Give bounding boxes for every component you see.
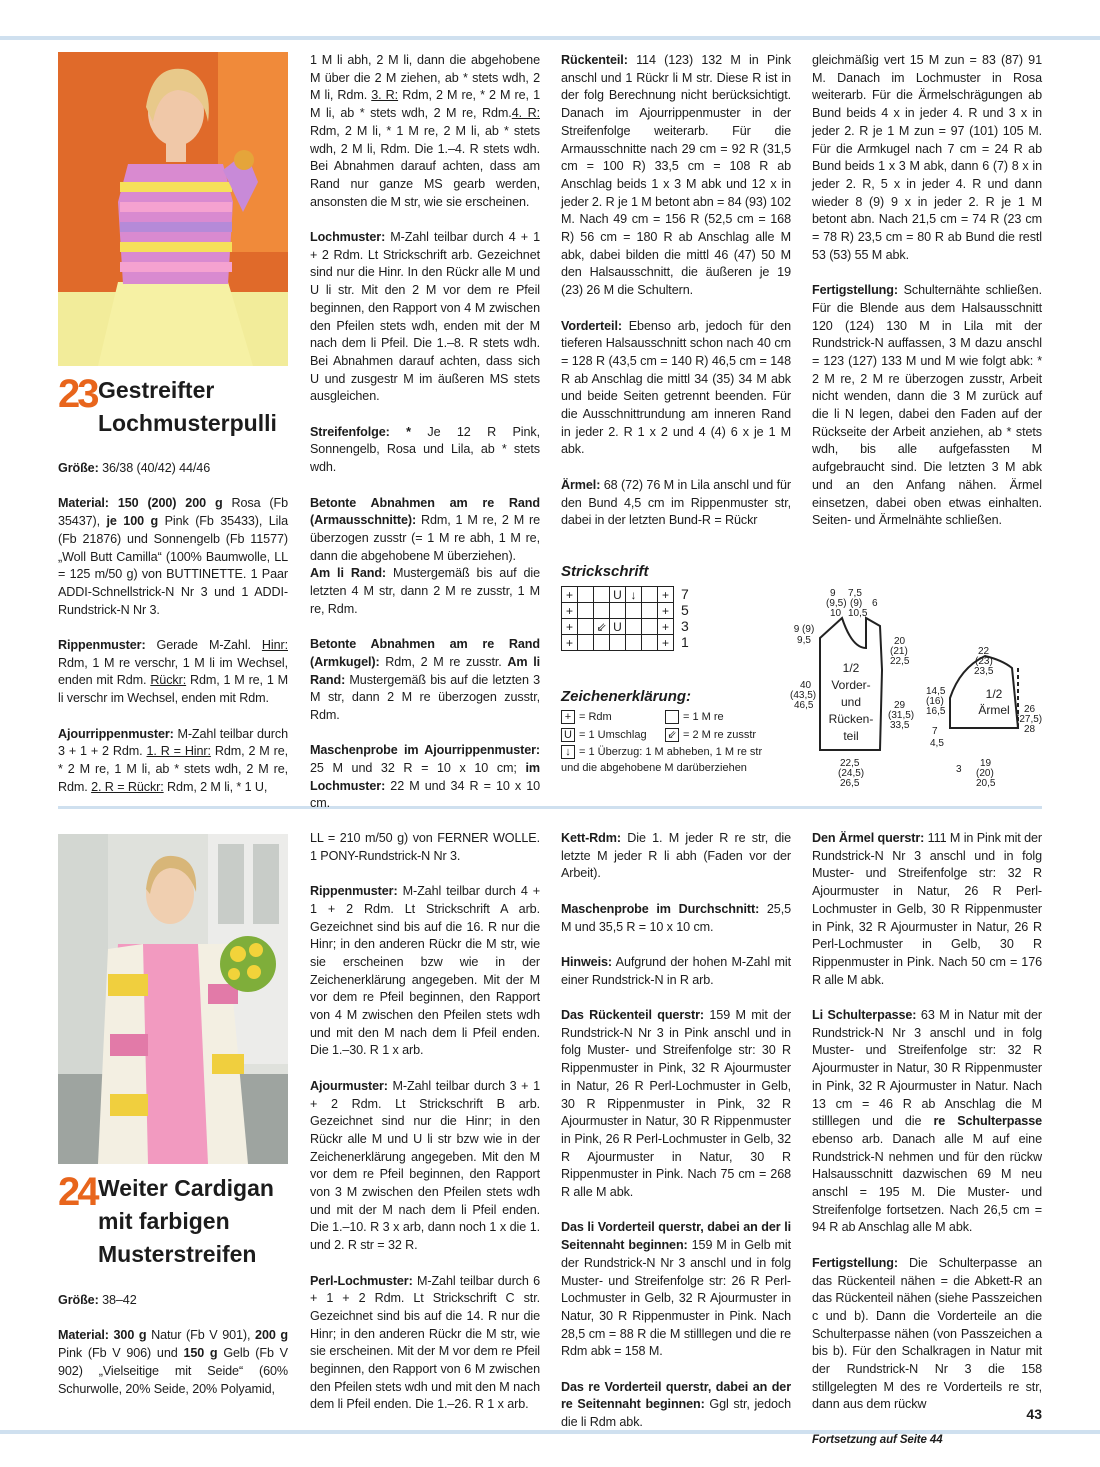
pattern-title-line-2: Lochmusterpulli [98,410,277,436]
pattern-title-line-2: mit farbigen [98,1208,230,1234]
chart-title: Strickschrift [561,563,649,580]
cardigan-photo [58,834,288,1164]
article23-column-4: gleichmäßig vert 15 M zun = 83 (87) 91 M. Danach im Lochmuster in Rosa weiterarb. Für die Ärmelschrägungen ab Bund beids 4 x in jeder 4. R und 3 x in jeder 2. R je 1 M zun = 97 (101) 105 M. Für die Armkugel nach 7 cm = 24 R ab Bund beids 1 x 3 M abk, dann 6 (7) 8 x in jeder 2. R, 5 x in jeder 4. R und dann wieder 8 (9) 9 x in jeder 2. R je 1 M betont abn. Nach 21,5 cm = 74 R (23 cm = 78 R) 23,5 cm = 80 R ab Bund die restl 53 (53) 55 M abk. Fertigstellung: Schulternähte schließen. Für die Blende aus dem Halsausschnitt 120 (124) 130 M in Lila mit der Rundstrick-N auffassen, 3 M dazu anschl = 123 (127) 133 M und M wie folgt abk: * 2 M re, 2 M re überzogen zusstr, Arbeit nicht wenden, dann die 3 M zurück auf die li N legen, dabei den Faden auf der Rückseite der Arbeit anziehen, ab * stets wdh, bis alle aufgefassten M aufgebraucht sind. Die letzten 3 M abk und an den Anfang nähen. Ärmel einsetzen, dabei oben etwas einhalten. Seiten- und Ärmelnähte schließen. [812,53,1042,528]
row-number: 5 [681,602,689,618]
top-rule [0,36,1100,40]
article24-column-4: Den Ärmel querstr: 111 M in Pink mit der Rundstrick-N Nr 3 anschl und in folg Muster- und Streifenfolge str: 32 R Ajourmuster in Natur, 26 R Perl-Lochmuster in Gelb, 30 R Rippenmuster in Pink, 32 R Ajourmuster in Natur, 26 R Perl-Lochmuster in Gelb, 30 R Rippenmuster in Pink. Nach 50 cm = 176 R alle M abk. Li Schulterpasse: 63 M in Natur mit der Rundstrick-N Nr 3 anschl und in folg Muster- und Streifenfolge str: 32 R Ajourmuster in Natur, 30 R Rippenmuster in Pink, 32 R Ajourmuster in Natur. Nach 13 cm = 46 R ab Anschlag die M stilllegen und die re Schulterpasse ebenso arb. Danach alle M auf eine Rundstrick-N nehmen und für den rückw Halsausschnitt dazwischen 69 M neu anschl = 195 M. Die Muster- und Streifenfolge fortsetzen. Nach 26,5 cm = 94 R ab Anschlag alle M abk. Fertigstellung: Die Schulterpasse an das Rückenteil nähen = die Abkett-R an das Rückenteil nähen (siehe Passzeichen c und b). Dann die Vorderteile an die Schulterpasse nähen (von Passzeichen a bis b). Für den Schalkragen in Natur mit der Rundstrick-N Nr 3 die 158 stillgelegten M des re Vorderteils re str, dann aus dem rückw Fortsetzung auf Seite 44 [812,830,1042,1467]
chart-legend: + = Rdm = 1 M re U = 1 Umschlag ⇙ = 2 M re zusstr ↓ = 1 Überzug: 1 M abheben, 1 M re str und die abgehobene M darüberziehen [561,711,763,774]
article24-column-3: Kett-Rdm: Die 1. M jeder R re str, die letzte M jeder R li abh (Faden vor der Arbeit). Maschenprobe im Durchschnitt: 25,5 M und 35,5 R = 10 x 10 cm. Hinweis: Aufgrund der hohen M-Zahl mit einer Rundstrick-N in R arb. Das Rückenteil querstr: 159 M mit der Rundstrick-N Nr 3 in Pink anschl und in folg Muster- und Streifenfolge str: 30 R Rippenmuster in Pink, 32 R Ajourmuster in Natur, 26 R Perl-Lochmuster in Gelb, 30 R Rippenmuster in Pink, 32 R Ajourmuster in Natur, 30 R Rippenmuster in Pink, 26 R Perl-Lochmuster in Gelb, 32 R Ajourmuster in Natur, 30 R Rippenmuster in Pink. Nach 75 cm = 268 R alle M abk. Das li Vorderteil querstr, dabei an der li Seitennaht beginnen: 159 M in Gelb mit der Rundstrick-N Nr 3 anschl und in folg Muster- und Streifenfolge str: 26 R Perl-Lochmuster in Gelb, 32 R Ajourmuster in Natur, 30 R Rippenmuster in Pink. Nach 28,5 cm = 88 R die M stilllegen und die re Rdm abk = 158 M. Das re Vorderteil querstr, dabei an der re Seitennaht beginnen: Ggl str, jedoch die li Rdm abk. [561,831,791,1430]
article24-column-2: LL = 210 m/50 g) von FERNER WOLLE. 1 PONY-Rundstrick-N Nr 3. Rippenmuster: M-Zahl teilbar durch 4 + 1 + 2 Rdm. Lt Strickschrift A arb. Gezeichnet sind bis auf die 16. R nur die Hinr; in den anderen Rückr die M str, wie sie erscheinen bzw wie in der Zeichenerklärung angegeben. Mit der M vor dem re Pfeil beginnen, den Rapport von 4 M zwischen den Pfeilen stets wdh und mit den M nach dem li Pfeil enden. Die 1.–30. R 1 x arb. Ajourmuster: M-Zahl teilbar durch 3 + 1 + 2 Rdm. Lt Strickschrift B arb. Gezeichnet sind nur die Hinr; in den Rückr alle M und U li str bzw wie in der Zeichenerklärung angegeben. Mit den M vor dem re Pfeil beginnen, den Rapport von 3 M zwischen den Pfeilen stets wdh und mit der M nach dem li Pfeil enden. Die 1.–10. R 3 x arb, dann noch 1 x die 1. und 2. R str = 32 R. Perl-Lochmuster: M-Zahl teilbar durch 6 + 1 + 2 Rdm. Lt Strickschrift C str. Gezeichnet sind bis auf die 14. R nur die Hinr; in den anderen Rückr die M str, wie sie erscheinen. Mit der M vor dem re Pfeil beginnen, den Rapport von 6 M zwischen den Pfeilen stets wdh und mit den M nach dem li Pfeil enden. Die 1.–26. R 1 x arb. [310,831,540,1412]
article23-column-2: 1 M li abh, 2 M li, dann die abgehobene M über die 2 M ziehen, ab * stets wdh, 2 M li, Rdm. 3. R: Rdm, 2 M re, * 2 M re, 1 M li, ab * stets wdh, 2 M re, Rdm.4. R: Rdm, 2 M li, * 1 M re, 2 M li, ab * stets wdh, 2 M li, Rdm. Die 1.–4. R stets wdh. Bei Abnahmen darauf achten, dass am Rand nur ganze MS gearb werden, ansonsten die M str, wie sie erscheinen. Lochmuster: M-Zahl teilbar durch 4 + 1 + 2 Rdm. Lt Strickschrift arb. Gezeichnet sind nur die Hinr. In den Rückr alle M und U li str. Mit den 2 M vor dem re Pfeil beginnen, den Rapport von 4 M zwischen den Pfeilen stets wdh, enden mit der M nach dem li Pfeil. Die 1.–8. R stets wdh. Bei Abnahmen darauf achten, dass sich U und zusgestr M im äußeren MS stets ausgleichen. Streifenfolge: * Je 12 R Pink, Sonnengelb, Rosa und Lila, ab * stets wdh. Betonte Abnahmen am re Rand (Armausschnitte): Rdm, 1 M re, 2 M re überzogen zusstr (= 1 M re abh, 1 M re, dann die abgehobene M überziehen). Am li Rand: Mustergemäß bis auf die letzten 4 M str, dann 2 M re zusstr, 1 M re, Rdm. Betonte Abnahmen am re Rand (Armkugel): Rdm, 2 M re zusstr. Am li Rand: Mustergemäß bis auf die letzten 3 M str, dann 2 M re überzogen zusstr, Rdm. Maschenprobe im Ajourrippenmuster: 25 M und 32 R = 10 x 10 cm; im Lochmuster: 22 M und 34 R = 10 x 10 cm. [310,53,541,811]
article24-column-1: Größe: 38–42 Material: 300 g Natur (Fb V 901), 200 g Pink (Fb V 906) und 150 g Gelb (Fb V 902) „Vielseitige mit Seide“ (60% Schurwolle, 20% Seide, 20% Polyamid, [58,1293,288,1396]
pattern-title-line-1: Gestreifter [98,377,215,403]
article23-column-3: Rückenteil: 114 (123) 132 M in Pink anschl und 1 Rückr li M str. Diese R ist in der folg Berechnung nicht berücksichtigt. Danach im Ajourrippenmuster in der Streifenfolge weiterarb. Für die Armausschnitte nach 29 cm = 92 R (31,5 cm = 100 R) 33,5 cm = 108 R ab Anschlag beids 1 x 3 M abk und 12 x in jeder 2. R je 1 M betont abn = 84 (93) 102 M. Nach 49 cm = 156 R (52,5 cm = 168 R) 56 cm = 180 R ab Anschlag alle M abk, dabei bilden die mittl 46 (47) 50 M den Halsausschnitt, die äußeren je 19 (23) 26 M die Schultern. Vorderteil: Ebenso arb, jedoch für den tieferen Halsausschnitt schon nach 40 cm = 128 R (43,5 cm = 140 R) 46,5 cm = 148 R ab Anschlag die mittl 34 (35) 34 M abk und beide Seiten getrennt beenden. Für die Ausschnittrundung am inneren Rand in jeder 2. R 1 x 2 und 4 (4) 6 x je 1 M abk. Ärmel: 68 (72) 76 M in Lila anschl und für den Bund 4,5 cm im Rippenmuster str, dabei in der letzten Bund-R = Rückr [561,53,791,528]
knitting-chart: + U ↓ + + + + ⇙ U + + + 7 5 3 1 [561,586,674,651]
schematic-body-label: 1/2 Vorder- und Rücken- teil [828,661,874,743]
schematic-sleeve-label: 1/2 Ärmel [978,687,1010,717]
row-number: 3 [681,618,689,634]
continued-note: Fortsetzung auf Seite 44 [812,1433,943,1446]
pattern-title-line-3: Musterstreifen [98,1241,257,1267]
pattern-title-line-1: Weiter Cardigan [98,1175,274,1201]
row-number: 1 [681,634,689,650]
row-number: 7 [681,586,689,602]
page-number: 43 [1026,1406,1042,1422]
sweater-photo [58,52,288,366]
article23-column-1: Größe: 36/38 (40/42) 44/46 Material: 150 (200) 200 g Rosa (Fb 35437), je 100 g Pink (Fb 35433), Lila (Fb 21876) und Sonnengelb (Fb 11577) „Woll Butt Camilla“ (100% Baumwolle, LL = 125 m/50 g) von BUTTINETTE. 1 Paar ADDI-Schnellstrick-N Nr 3 und 1 ADDI-Rundstrick-N Nr 3. Rippenmuster: Gerade M-Zahl. Hinr: Rdm, 1 M re verschr, 1 M li im Wechsel, enden mit Rdm. Rückr: Rdm, 1 M re, 1 M li verschr im Wechsel, enden mit Rdm. Ajourrippenmuster: M-Zahl teilbar durch 3 + 1 + 2 Rdm. 1. R = Hinr: Rdm, 2 M re, * 2 M re, 1 M li, ab * stets wdh, 2 M re, Rdm. 2. R = Rückr: Rdm, 2 M li, * 1 U, [58,461,289,794]
legend-title: Zeichenerklärung: [561,688,692,705]
pattern-number: 23 [58,372,97,416]
garment-schematic: 1/2 Vorder- und Rücken- teil 1/2 Ärmel 9 7,5 (9,5) (9) 6 10 10,5 9 (9) 9,5 20 (21) 22,5 40 (43,5) 46,5 29 (31,5) 33,5 22,5 (24,5) 26,5 22 (23) 23,5 14,5 (16) 16,5 7 4,5 26 (27,5) 28 3 19 (20) 20,5 [790,588,1043,789]
pattern-number: 24 [58,1170,97,1214]
